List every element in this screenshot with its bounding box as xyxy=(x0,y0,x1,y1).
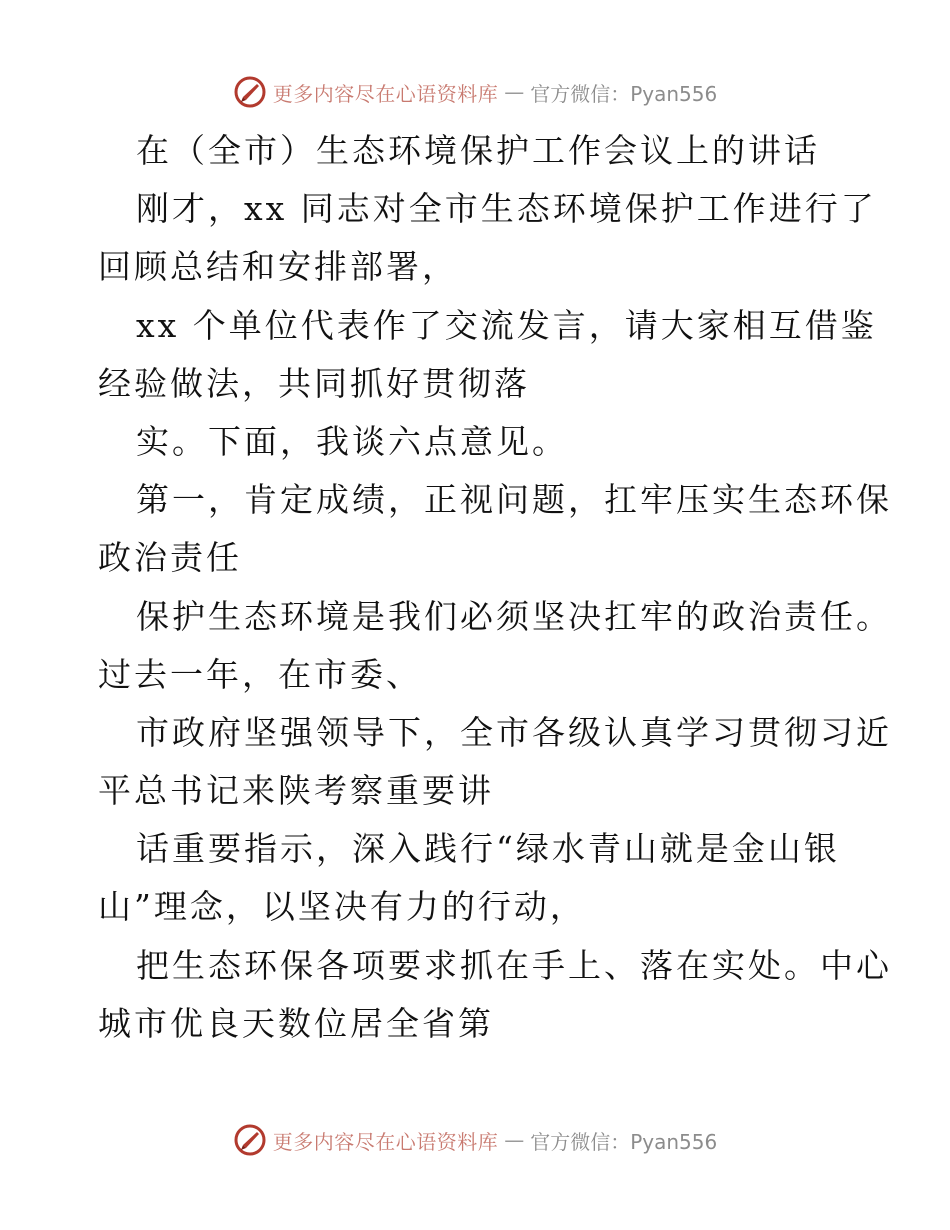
banner-brand-text: 更多内容尽在心语资料库 xyxy=(272,1129,499,1154)
banner-brand-text: 更多内容尽在心语资料库 xyxy=(272,81,499,106)
text-line: 过去一年，在市委、 xyxy=(98,654,422,694)
text-line: 市政府坚强领导下，全市各级认真学习贯彻习近 xyxy=(136,712,892,752)
text-line: 城市优良天数位居全省第 xyxy=(98,1003,494,1043)
text-line: 实。下面，我谈六点意见。 xyxy=(136,421,568,461)
text-line: 政治责任 xyxy=(98,538,242,578)
text-line: 第一，肯定成绩，正视问题，扛牢压实生态环保 xyxy=(136,480,892,520)
document-body xyxy=(98,122,892,1053)
text-line: 刚才，xx 同志对全市生态环境保护工作进行了 xyxy=(136,189,877,229)
banner-contact-text: 官方微信：Pyan556 xyxy=(530,1129,718,1154)
text-line: 经验做法，共同抓好贯彻落 xyxy=(98,363,530,403)
brand-logo-icon xyxy=(233,75,267,109)
text-line: 平总书记来陕考察重要讲 xyxy=(98,771,494,811)
banner-separator: — xyxy=(504,1128,525,1152)
text-line: 在（全市）生态环境保护工作会议上的讲话 xyxy=(136,131,820,170)
banner-separator: — xyxy=(504,80,525,104)
text-line: 保护生态环境是我们必须坚决扛牢的政治责任。 xyxy=(136,596,892,636)
text-line: xx 个单位代表作了交流发言，请大家相互借鉴 xyxy=(136,305,877,345)
banner-contact-text: 官方微信：Pyan556 xyxy=(530,81,718,106)
header-banner xyxy=(0,72,950,112)
brand-logo-icon xyxy=(233,1123,267,1157)
text-line: 山”理念，以坚决有力的行动， xyxy=(98,887,586,927)
text-line: 把生态环保各项要求抓在手上、落在实处。中心 xyxy=(136,945,892,985)
text-line: 回顾总结和安排部署， xyxy=(98,247,458,287)
footer-banner xyxy=(0,1120,950,1160)
text-line: 话重要指示，深入践行“绿水青山就是金山银 xyxy=(136,829,840,869)
